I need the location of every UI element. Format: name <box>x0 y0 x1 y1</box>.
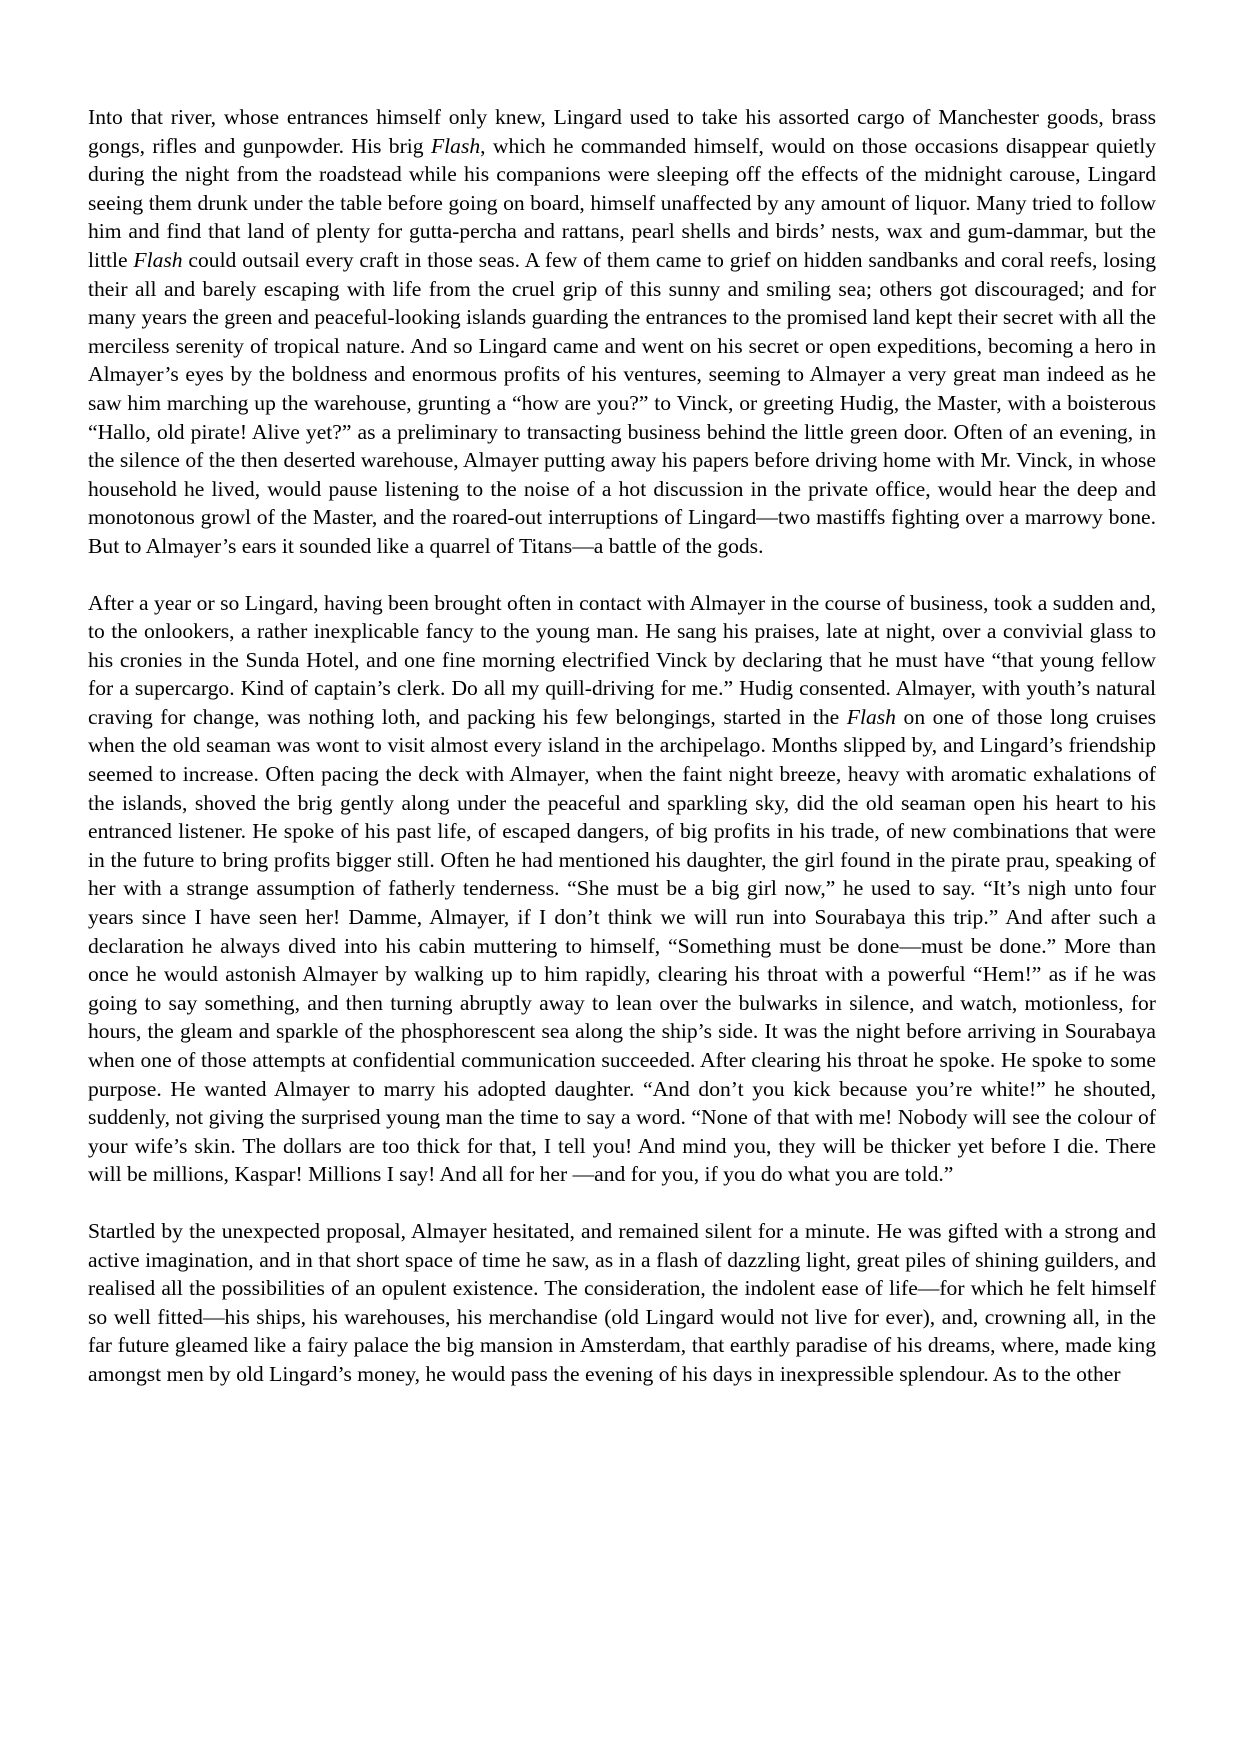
text-segment: Startled by the unexpected proposal, Almayer hesitated, and remained silent for a minute. He was gifted with a strong and active imagination, and in that short space of time he saw, as in a flash of dazzling light, great piles of shining guilders, and realised all the possibilities of an opulent existence. The consideration, the indolent ease of life—for which he felt himself so well fitted—his ships, his warehouses, his merchandise (old Lingard would not live for ever), and, crowning all, in the far future gleamed like a fairy palace the big mansion in Amsterdam, that earthly paradise of his dreams, where, made king amongst men by old Lingard’s money, he would pass the evening of his days in inexpressible splendour. As to the other <box>88 1218 1156 1386</box>
text-segment: on one of those long cruises when the old seaman was wont to visit almost every island in the archipelago. Months slipped by, and Lingard’s friendship seemed to increase. Often pacing the deck with Almayer, when the faint night breeze, heavy with aromatic exhalations of the islands, shoved the brig gently along under the peaceful and sparkling sky, did the old seaman open his heart to his entranced listener. He spoke of his past life, of escaped dangers, of big profits in his trade, of new combinations that were in the future to bring profits bigger still. Often he had mentioned his daughter, the girl found in the pirate prau, speaking of her with a strange assumption of fatherly tenderness. “She must be a big girl now,” he used to say. “It’s nigh unto four years since I have seen her! Damme, Almayer, if I don’t think we will run into Sourabaya this trip.” And after such a declaration he always dived into his cabin muttering to himself, “Something must be done—must be done.” More than once he would astonish Almayer by walking up to him rapidly, clearing his throat with a powerful “Hem!” as if he was going to say something, and then turning abruptly away to lean over the bulwarks in silence, and watch, motionless, for hours, the gleam and sparkle of the phosphorescent sea along the ship’s side. It was the night before arriving in Sourabaya when one of those attempts at confidential communication succeeded. After clearing his throat he spoke. He spoke to some purpose. He wanted Almayer to marry his adopted daughter. “And don’t you kick because you’re white!” he shouted, suddenly, not giving the surprised young man the time to say a word. “None of that with me! Nobody will see the colour of your wife’s skin. The dollars are too thick for that, I tell you! And mind you, they will be thicker yet before I die. There will be millions, Kaspar! Millions I say! And all for her —and for you, if you do what you are told.” <box>88 704 1156 1187</box>
document-page <box>88 103 1156 1417</box>
paragraph-3 <box>88 1217 1156 1389</box>
text-segment: could outsail every craft in those seas. A few of them came to grief on hidden sandbanks and coral reefs, losing their all and barely escaping with life from the cruel grip of this sunny and smiling sea; others got discouraged; and for many years the green and peaceful-looking islands guarding the entrances to the promised land kept their secret with all the merciless serenity of tropical nature. And so Lingard came and went on his secret or open expeditions, becoming a hero in Almayer’s eyes by the boldness and enormous profits of his ventures, seeming to Almayer a very great man indeed as he saw him marching up the warehouse, grunting a “how are you?” to Vinck, or greeting Hudig, the Master, with a boisterous “Hallo, old pirate! Alive yet?” as a preliminary to transacting business behind the little green door. Often of an evening, in the silence of the then deserted warehouse, Almayer putting away his papers before driving home with Mr. Vinck, in whose household he lived, would pause listening to the noise of a hot discussion in the private office, would hear the deep and monotonous growl of the Master, and the roared-out interruptions of Lingard—two mastiffs fighting over a marrowy bone. But to Almayer’s ears it sounded like a quarrel of Titans—a battle of the gods. <box>88 247 1156 558</box>
text-segment: After a year or so Lingard, having been brought often in contact with Almayer in the course of business, took a sudden and, to the onlookers, a rather inexplicable fancy to the young man. He sang his praises, late at night, over a convivial glass to his cronies in the Sunda Hotel, and one fine morning electrified Vinck by declaring that he must have “that young fellow for a supercargo. Kind of captain’s clerk. Do all my quill-driving for me.” Hudig consented. Almayer, with youth’s natural craving for change, was nothing loth, and packing his few belongings, started in the <box>88 590 1156 729</box>
text-segment: , which he commanded himself, would on those occasions disappear quietly during the night from the roadstead while his companions were sleeping off the effects of the midnight carouse, Lingard seeing them drunk under the table before going on board, himself unaffected by any amount of liquor. Many tried to follow him and find that land of plenty for gutta-percha and rattans, pearl shells and birds’ nests, wax and gum-dammar, but the little <box>88 133 1156 272</box>
text-segment: Into that river, whose entrances himself only knew, Lingard used to take his assorted cargo of Manchester goods, brass gongs, rifles and gunpowder. His brig <box>88 105 1156 158</box>
ship-name-italic: Flash <box>846 704 896 729</box>
ship-name-italic: Flash <box>430 133 481 158</box>
paragraph-1 <box>88 103 1156 561</box>
ship-name-italic: Flash <box>133 247 183 272</box>
paragraph-2 <box>88 589 1156 1189</box>
